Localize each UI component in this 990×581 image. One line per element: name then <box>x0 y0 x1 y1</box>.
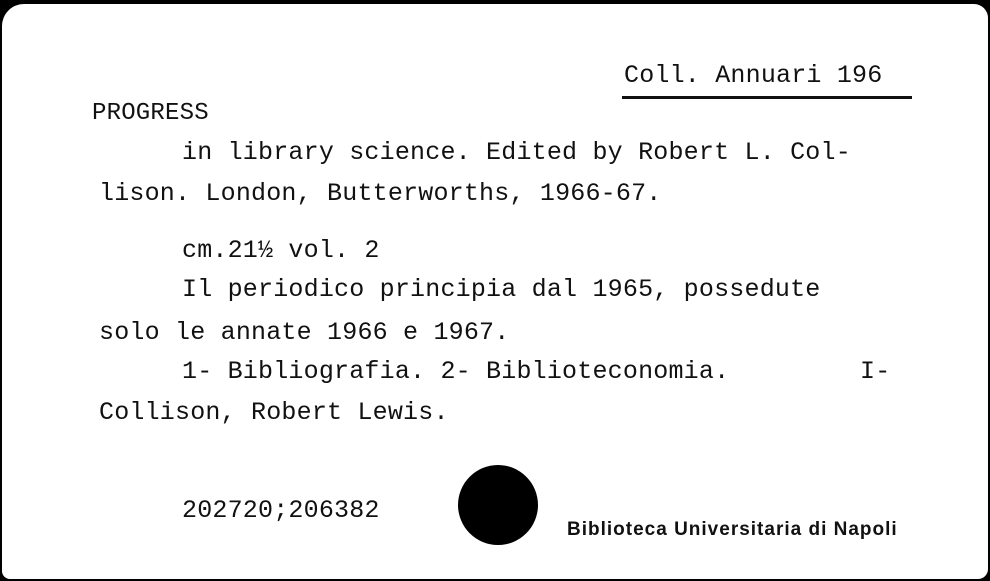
library-stamp: Biblioteca Universitaria di Napoli <box>567 519 898 540</box>
added-entry-name: Collison, Robert Lewis. <box>99 398 449 427</box>
body-line-2: lison. London, Butterworths, 1966-67. <box>99 179 662 208</box>
call-number-underline <box>622 96 912 99</box>
subject-entries: 1- Bibliografia. 2- Biblioteconomia. <box>182 357 730 386</box>
body-line-3: cm.21½ vol. 2 <box>182 236 380 265</box>
added-entry-marker: I- <box>860 357 891 386</box>
punch-hole <box>458 465 538 545</box>
body-line-1: in library science. Edited by Robert L. Col- <box>182 138 851 167</box>
call-number: Coll. Annuari 196 <box>624 61 883 90</box>
body-line-5: solo le annate 1966 e 1967. <box>99 318 510 347</box>
inventory-numbers: 202720;206382 <box>182 496 380 525</box>
catalog-card <box>2 4 988 579</box>
title-heading: PROGRESS <box>92 100 209 127</box>
body-line-4: Il periodico principia dal 1965, possedute <box>182 275 821 304</box>
